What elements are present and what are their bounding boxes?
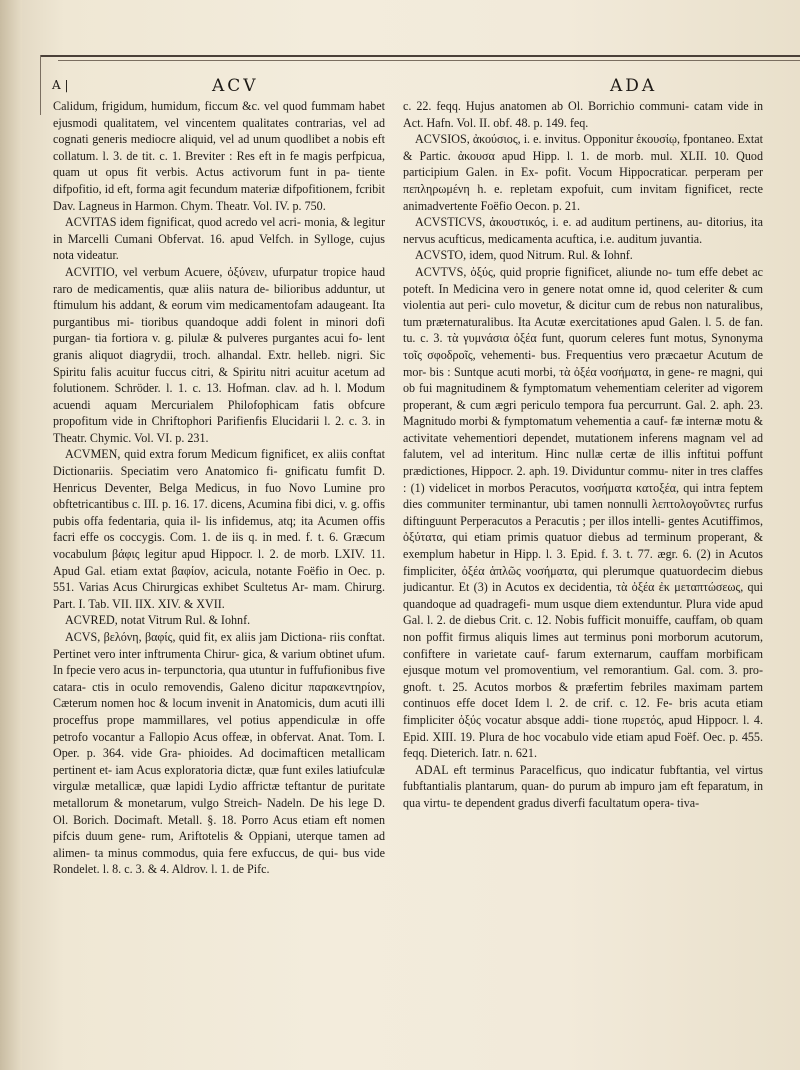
left-running-head: ACV [212,76,259,96]
page-edge [0,0,22,1070]
right-column [403,98,763,1058]
entry-acuitio: ACVITIO, vel verbum Acuere, ὀξύνειν, ufurpatur tropice haud raro de medicamentis, quæ aliis natura de- bilioribus adduntur, ut ftimulum his addant, & eorum vim medicamentofam adaugeant. Ita purgantibus mi- tioribus quandoque addi folent in minori dofi purgan- tia fortiora v. g. pilulæ & pulveres purgantes acui fo- lent granis aliquot diagrydii, troch. alhandal. Extr. helleb. nigri. Sic Spiritu falis acuitur fuccus citri, & Spiritu nitri acuitur acetum ad folutionem. Schröder. l. 1. c. 13. Hofman. clav. ad h. l. Modum acuendi aquam Mercurialem Philofophicam fatis obfcure propofitum vide in Chriftophori Parifienfis Elucidarii l. 2. c. 3. in Theatr. Chymic. Vol. VI. p. 231. [53,264,385,445]
continued-paragraph: c. 22. feqq. Hujus anatomen ab Ol. Borrichio communi- catam vide in Act. Hafn. Vol. II. obf. 48. p. 149. feq. [403,99,763,130]
inner-rule [58,60,800,61]
entry-acusios: ACVSIOS, ἀκούσιος, i. e. invitus. Opponitur ἑκουσίῳ, fpontaneo. Extat & Partic. ἀκουσα apud Hipp. l. 1. de morb. mul. XLII. 10. Quod participium Galen. in Ex- pofit. Vocum Hippocraticar. perperam per πεπληρωμένη h. e. repletam expofuit, cum invitam fignificet, recte animadvertente Foëfio Oecon. p. 21. [403,132,763,213]
entry-acured: ACVRED, notat Vitrum Rul. & Iohnf. [65,613,251,628]
entry-acutus: ACVTVS, ὀξύς, quid proprie fignificet, aliunde no- tum effe debet ac poteft. In Medicina vero in genere notat omne id, quod celeriter & cum violentia aut peri- culo movetur, & dicitur cum de rebus non naturalibus, tum præternaturalibus. Ita Acutæ exercitationes apud Galen. l. 5. de fan. tu. c. 3. τὰ γυμνάσια ὀξέα funt, quorum celeres funt motus, Synonyma τοῖς σφοδροῖς, vehementi- bus. Frequentius vero præcaetur Acutum de mor- bis : Suntque acuti morbi, τὰ ὀξέα νοσήματα, in gene- re magni, qui ob fui magnitudinem & fymptomatum vehementiam celeriter ad vigorem properant, & cum ægri periculo tempora fua percurrunt. Gal. 2. aph. 23. Magnitudo morbi & fymptomatum vehementia a cauf- fæ internæ motu & activitate vehementiori dependet, mutationem inferens magnam vel ad falutem, vel ad interitum. Hinc nullæ certæ de illis inftitui poffunt prædictiones, Hippocr. 2. aph. 19. Dividuntur commu- niter in tres claffes : (1) videlicet in morbos Peracutos, νοσήματα κατοξέα, qui intra feptem dies communiter terminantur, ubi tamen nonnulli λεπτολογοῦντες rurfus diftinguunt Perperacutos a Peracutis ; per illos intelli- gentes Acutiffimos, ὀξύτατα, qui etiam primis quatuor diebus ad terminum properant, & exemplum habetur in Hipp. l. 3. Epid. f. 3. t. 77. ægr. 6. (2) in Acutos fimpliciter, ὀξέα ἁπλῶς νοσήματα, qui plerumque quatuordecim diebus judicantur. Et (3) in Acutos ex decidentia, τὰ ὀξέα ἐκ μεταπτώσεως, qui quandoque ad quadragefi- mum usque diem extenduntur. Plura vide apud Gal. l. 2. de diebus Crit. c. 12. Nobis fufficit monuiffe, cauffam, ob quam non poffit firmus aliquis limes aut terminus poni morborum acutorum, confiftere in varietate cauf- farum externarum, cauffam morbificam ejusque motum vel promoventium, vel remorantium. Gal. com. 3. pro- gnoft. t. 25. Acutos morbos & præfertim febriles maximam partem continuos effe docet Idem l. 2. de crif. c. 12. Fe- bris acuta etiam fimpliciter ὀξύς vocatur absque addi- tione πυρετός, apud Hippocr. l. 4. Epid. XIII. 19. Plura de hoc vocabulo vide etiam apud Foëf. Oec. p. 455. feqq. Dieterich. Iatr. n. 621. [403,264,763,761]
right-running-head: ADA [610,76,658,96]
top-rule [40,55,800,57]
entry-acumen: ACVMEN, quid extra forum Medicum fignificet, ex aliis conftat Dictionariis. Speciatim vero Anatomico fi- gnificatu fumfit D. Henricus Deventer, Belga Medicus, in fuo Novo Lumine pro obftetricantibus c. III. p. 16. 17. dicens, Acumina fibi dici, v. g. offis pubis offa fedentaria, quia il- lis infidemus, atq; ita Acumen offis facri effe os coccygis. Com. 1. de iis q. in med. f. t. 6. Græcum vocabulum βάφις legitur apud Hippocr. l. 2. de morb. LXIV. 11. Apud Gal. etiam extat βαφίον, acicula, notante Foëfio in Oec. p. 551. Varias Acus Chirurgicas exhibet Scultetus Ar- mam. Chirurg. Part. I. Tab. VII. IIX. XIV. & XVII. [53,447,385,611]
continued-paragraph: Calidum, frigidum, humidum, ficcum &c. vel quod fummam habet ejusmodi qualitatem, vel vincentem qualitates contrarias, vel ad cognati generis mediocre aliquid, vel ad unum quodlibet a nobis eft collatum. l. 3. de tit. c. 1. Breviter : Res eft in fe magis perfpicua, quam ut opus fit verbis. Actus activorum funt in pa- tiente difpofitio, id eft, forma agit fecundum materiæ difpofitionem, fcribit Dav. Lagneus in Harmon. Chym. Theatr. Vol. IV. p. 750. [53,99,385,213]
page-mark: A | [52,78,69,92]
entry-acuitas: ACVITAS idem fignificat, quod acredo vel acri- monia, & legitur in Marcelli Cumani Obfervat. 16. apud Velfch. in Sylloge, cujus nota videatur. [53,215,385,263]
entry-acusticus: ACVSTICVS, ἀκουστικός, i. e. ad auditum pertinens, au- ditorius, ita nervus acufticus, medicamenta acuftica, i.e. auditum juvantia. [403,215,763,246]
left-column [53,98,385,1058]
entry-adal: ADAL eft terminus Paracelficus, quo indicatur fubftantia, vel virtus fubftantialis plantarum, quan- do purum ab impuro jam eft feparatum, in qua virtu- te dependent gradus diverfi facultatum opera- tiva- [403,762,763,810]
entry-acusto: ACVSTO, idem, quod Nitrum. Rul. & Iohnf. [415,248,633,263]
entry-acus: ACVS, βελόνη, βαφίς, quid fit, ex aliis jam Dictiona- riis conftat. Pertinet vero inter inftrumenta Chirur- gica, & varium obtinet ufum. In fpecie vero acus in- terpunctoria, qua utuntur in fuffufionibus five catara- ctis in oculo removendis, Galeno dicitur παρακεντηρίον, Cæterum nomen hoc & locum invenit in Anatomicis, dum acuti illi proceffus prope mammillares, vel potius appendiculæ in offe petrofo vocantur a Fallopio Acus offeæ, in obfervat. Anat. Tom. I. Oper. p. 364. vide Gra- phioides. Ad docimafticen metallicam pertinent et- iam Acus exploratoria dictæ, quæ funt exiles latiufculæ virgulæ metallicæ, quæ lapidi Lydio affrictæ teftantur de puritate metallorum & monetarum, vulgo Streich- Nadeln. De his lege D. Ol. Borich. Docimaft. Metall. §. 18. Porro Acus etiam eft nomen pifcis duum gene- rum, Ariftotelis & Oppiani, uterque tamen ad alimen- ta minus commodus, quia fere exfuccus, de qui- bus vide Rondelet. l. 8. c. 3. & 4. Aldrov. l. 1. de Pifc. [53,630,385,877]
